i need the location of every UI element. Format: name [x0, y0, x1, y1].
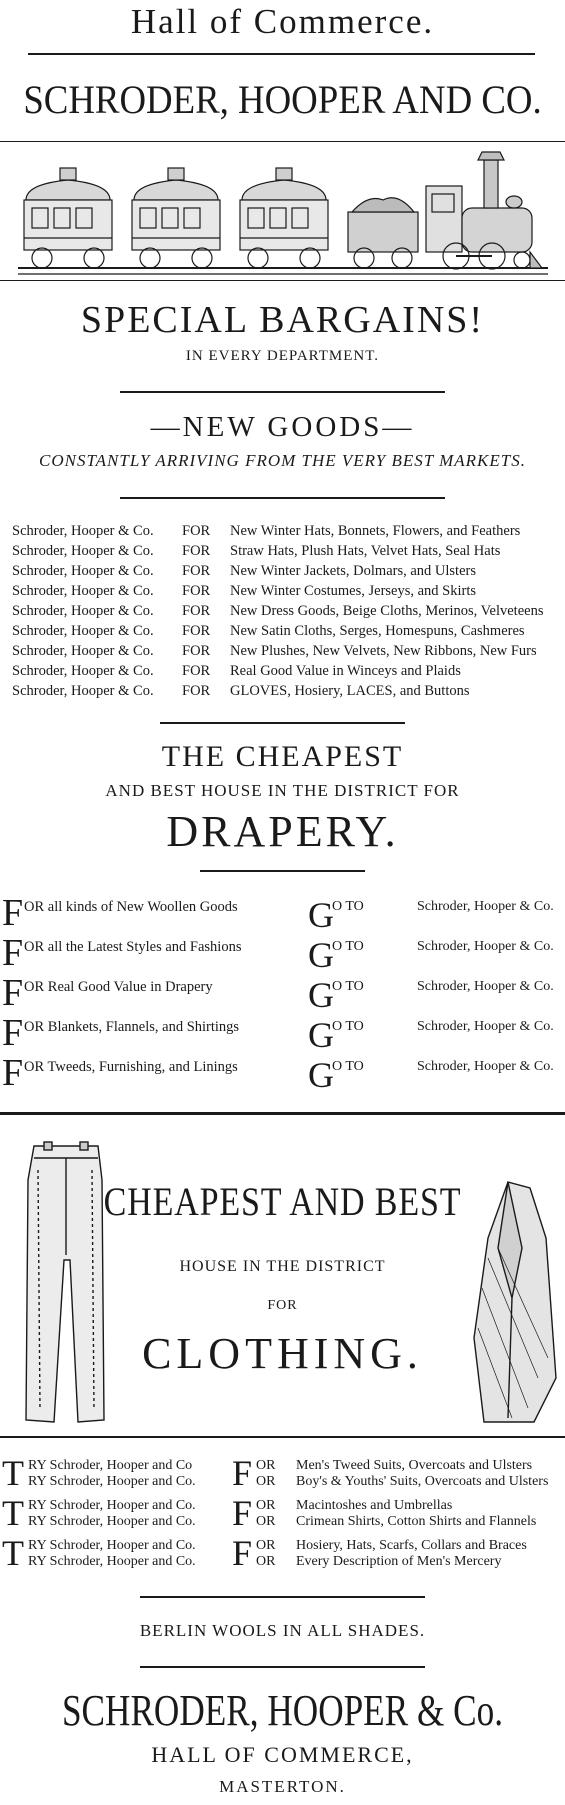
list-item — [12, 641, 560, 661]
rule-4 — [120, 391, 445, 393]
drapery-big: DRAPERY. — [166, 807, 399, 856]
firm-name: Schroder, Hooper & Co. — [417, 939, 554, 954]
firm-name: Schroder, Hooper & Co. — [12, 643, 154, 659]
drop-cap-t: T — [2, 1453, 24, 1493]
for-go-row — [2, 973, 563, 1013]
rule-8 — [0, 1112, 565, 1115]
goods-item: New Winter Jackets, Dolmars, and Ulsters — [230, 563, 476, 579]
firm-name: Schroder, Hooper & Co. — [12, 623, 154, 639]
try-text: RY Schroder, Hooper and Co. — [28, 1498, 196, 1513]
go-to-text: O TO — [332, 1059, 364, 1074]
drop-cap-g: G — [308, 935, 334, 975]
try-text: RY Schroder, Hooper and Co. — [28, 1474, 196, 1489]
firm-name: Schroder, Hooper & Co. — [417, 1059, 554, 1074]
for-label: FOR — [182, 643, 211, 659]
list-item — [12, 521, 560, 541]
rule-7 — [200, 870, 365, 872]
for-label: FOR — [182, 563, 211, 579]
berlin-wools-line: BERLIN WOOLS IN ALL SHADES. — [139, 1621, 426, 1640]
for-go-row — [2, 893, 563, 933]
every-department-subline: IN EVERY DEPARTMENT. — [185, 348, 380, 364]
rule-11 — [140, 1666, 425, 1668]
for-label: FOR — [182, 583, 211, 599]
for-text: OR Real Good Value in Drapery — [24, 979, 213, 995]
firm-name: Schroder, Hooper & Co. — [417, 979, 554, 994]
best-house-subline: AND BEST HOUSE IN THE DISTRICT FOR — [105, 781, 460, 800]
special-bargains-headline: SPECIAL BARGAINS! — [80, 299, 485, 341]
list-item — [12, 541, 560, 561]
for-label: FOR — [182, 683, 211, 699]
for-go-row — [2, 933, 563, 973]
house-in-district-subline: HOUSE IN THE DISTRICT — [179, 1258, 386, 1275]
goods-item: GLOVES, Hosiery, LACES, and Buttons — [230, 683, 470, 699]
firm-name: Schroder, Hooper & Co. — [12, 543, 154, 559]
footer-hall-of-commerce: HALL OF COMMERCE, — [151, 1742, 414, 1767]
hall-title: Hall of Commerce. — [130, 2, 435, 41]
clothing-for-label: FOR — [267, 1298, 298, 1313]
rule-3 — [0, 280, 565, 281]
new-goods-headline: —NEW GOODS— — [150, 411, 415, 443]
rule-9 — [0, 1436, 565, 1438]
firm-name: Schroder, Hooper & Co. — [12, 523, 154, 539]
rule-5 — [120, 497, 445, 499]
for-label: OR — [256, 1458, 276, 1473]
drop-cap-f: F — [2, 1012, 24, 1054]
for-text: OR Tweeds, Furnishing, and Linings — [24, 1059, 238, 1075]
try-for-row — [0, 1453, 565, 1493]
drop-cap-f: F — [232, 1493, 253, 1533]
footer-town: MASTERTON. — [219, 1777, 346, 1796]
firm-name: Schroder, Hooper & Co. — [12, 563, 154, 579]
for-text: Boy's & Youths' Suits, Overcoats and Ulsters — [296, 1474, 549, 1489]
footer-firm-name: SCHRODER, HOOPER & Co. — [61, 1686, 504, 1735]
for-label: OR — [256, 1514, 276, 1529]
drop-cap-f: F — [2, 1052, 24, 1094]
rule-10 — [140, 1596, 425, 1598]
constantly-arriving-subline: CONSTANTLY ARRIVING FROM THE VERY BEST MARKETS. — [39, 451, 526, 470]
drop-cap-g: G — [308, 1055, 334, 1095]
firm-name: Schroder, Hooper & Co. — [417, 1019, 554, 1034]
drop-cap-t: T — [2, 1533, 24, 1573]
goods-item: New Satin Cloths, Serges, Homespuns, Cashmeres — [230, 623, 525, 639]
firm-name: Schroder, Hooper & Co. — [12, 683, 154, 699]
for-label: OR — [256, 1554, 276, 1569]
cheapest-and-best-headline: CHEAPEST AND BEST — [103, 1179, 462, 1224]
list-item — [12, 561, 560, 581]
for-label: FOR — [182, 623, 211, 639]
drop-cap-f: F — [2, 892, 24, 934]
for-text: Hosiery, Hats, Scarfs, Collars and Braces — [296, 1538, 527, 1553]
drop-cap-g: G — [308, 1015, 334, 1055]
for-label: OR — [256, 1498, 276, 1513]
rule-6 — [160, 722, 405, 724]
for-label: FOR — [182, 543, 211, 559]
drop-cap-f: F — [232, 1453, 253, 1493]
the-cheapest-headline: THE CHEAPEST — [161, 740, 404, 773]
goods-item: New Winter Costumes, Jerseys, and Skirts — [230, 583, 477, 599]
goods-item: Straw Hats, Plush Hats, Velvet Hats, Seal Hats — [230, 543, 501, 559]
for-label: FOR — [182, 603, 211, 619]
rule-2 — [0, 141, 565, 142]
drop-cap-f: F — [232, 1533, 253, 1573]
drop-cap-f: F — [2, 932, 24, 974]
go-to-text: O TO — [332, 979, 364, 994]
for-label: FOR — [182, 663, 211, 679]
firm-name: Schroder, Hooper & Co. — [12, 583, 154, 599]
firm-title: SCHRODER, HOOPER AND CO. — [23, 77, 542, 122]
go-to-text: O TO — [332, 939, 364, 954]
try-for-row — [0, 1533, 565, 1573]
list-item — [12, 581, 560, 601]
try-text: RY Schroder, Hooper and Co — [28, 1458, 193, 1473]
go-to-text: O TO — [332, 899, 364, 914]
for-label: OR — [256, 1538, 276, 1553]
for-text: Crimean Shirts, Cotton Shirts and Flannels — [296, 1514, 537, 1529]
goods-item: Real Good Value in Winceys and Plaids — [230, 663, 461, 679]
drop-cap-g: G — [308, 895, 334, 935]
goods-item: New Plushes, New Velvets, New Ribbons, New Furs — [230, 643, 537, 659]
for-label: FOR — [182, 523, 211, 539]
try-text: RY Schroder, Hooper and Co. — [28, 1554, 196, 1569]
clothing-big: CLOTHING. — [142, 1329, 423, 1378]
for-text: OR all kinds of New Woollen Goods — [24, 899, 238, 915]
list-item — [12, 681, 560, 701]
for-text: OR all the Latest Styles and Fashions — [24, 939, 242, 955]
goods-item: New Winter Hats, Bonnets, Flowers, and Feathers — [230, 523, 521, 539]
for-go-row — [2, 1013, 563, 1053]
drop-cap-t: T — [2, 1493, 24, 1533]
for-text: OR Blankets, Flannels, and Shirtings — [24, 1019, 240, 1035]
list-item — [12, 621, 560, 641]
firm-name: Schroder, Hooper & Co. — [12, 603, 154, 619]
for-label: OR — [256, 1474, 276, 1489]
try-text: RY Schroder, Hooper and Co. — [28, 1514, 196, 1529]
goods-item: New Dress Goods, Beige Cloths, Merinos, Velveteens — [230, 603, 544, 619]
firm-name: Schroder, Hooper & Co. — [12, 663, 154, 679]
try-text: RY Schroder, Hooper and Co. — [28, 1538, 196, 1553]
drop-cap-g: G — [308, 975, 334, 1015]
for-go-row — [2, 1053, 563, 1093]
rule-1 — [28, 53, 535, 55]
go-to-text: O TO — [332, 1019, 364, 1034]
list-item — [12, 661, 560, 681]
list-item — [12, 601, 560, 621]
for-text: Every Description of Men's Mercery — [296, 1554, 502, 1569]
try-for-row — [0, 1493, 565, 1533]
for-text: Macintoshes and Umbrellas — [296, 1498, 453, 1513]
drop-cap-f: F — [2, 972, 24, 1014]
for-text: Men's Tweed Suits, Overcoats and Ulsters — [296, 1458, 533, 1473]
firm-name: Schroder, Hooper & Co. — [417, 899, 554, 914]
steam-train-illustration — [18, 150, 548, 278]
goods-list — [12, 521, 560, 701]
